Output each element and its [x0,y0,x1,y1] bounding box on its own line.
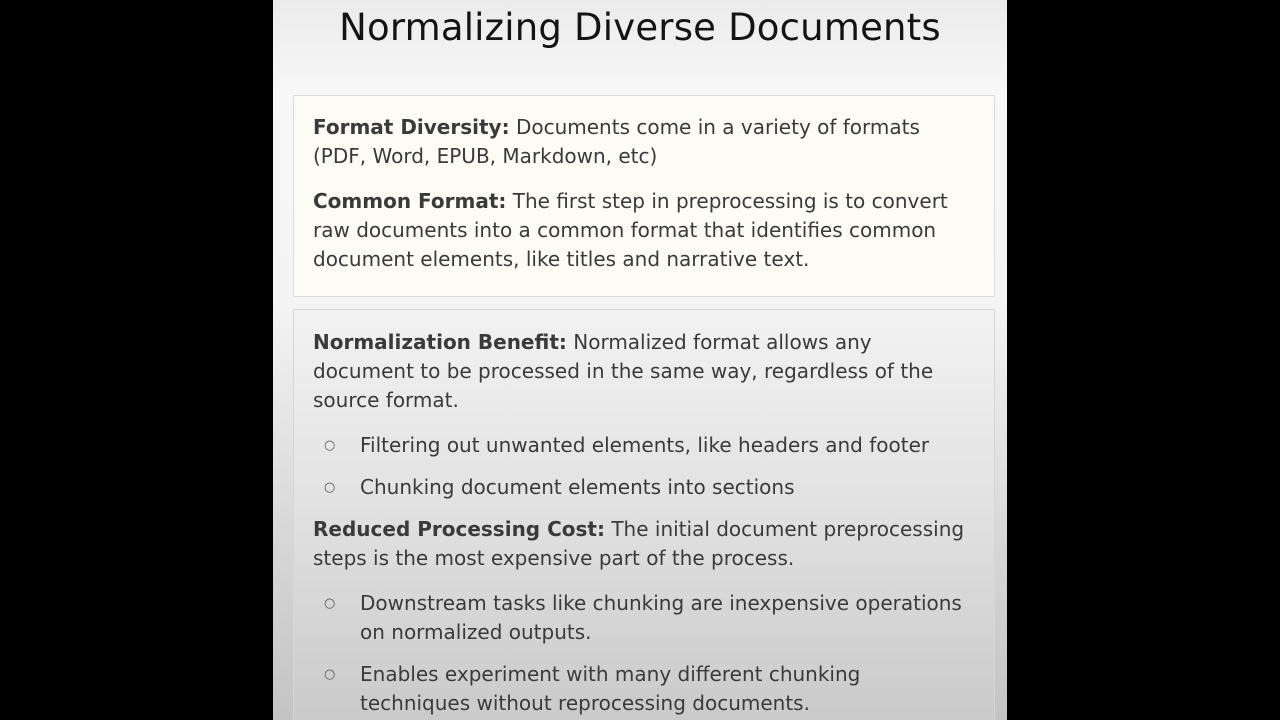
list-item-text: Chunking document elements into sections [360,475,795,499]
benefits-card [293,309,995,720]
format-diversity-text: Documents come in a variety of formats (PDF, Word, EPUB, Markdown, etc) [313,115,920,168]
normalization-benefit-text: Normalized format allows any document to be processed in the same way, regardless of the source format. [313,330,934,412]
list-item-text: Downstream tasks like chunking are inexpensive operations on normalized outputs. [360,591,962,644]
list-item [313,660,976,718]
list-item-text: Enables experiment with many different chunking techniques without reprocessing documents. [360,662,861,715]
normalization-benefit-paragraph [313,328,976,415]
reduced-cost-text: The initial document preprocessing steps is the most expensive part of the process. [313,517,965,570]
common-format-paragraph [313,187,976,274]
circle-bullet-icon: ○ [324,596,336,611]
reduced-cost-label: Reduced Processing Cost: [313,517,605,541]
reduced-cost-list [313,589,976,718]
common-format-text: The first step in preprocessing is to convert raw documents into a common format that identifies common document elements, like titles and narrative text. [313,189,948,271]
circle-bullet-icon: ○ [324,480,336,495]
list-item-text: Filtering out unwanted elements, like headers and footer [360,433,930,457]
common-format-label: Common Format: [313,189,507,213]
circle-bullet-icon: ○ [324,667,336,682]
format-diversity-paragraph [313,113,976,171]
format-diversity-label: Format Diversity: [313,115,510,139]
list-item [313,431,976,460]
intro-card [293,95,995,297]
normalization-benefit-list [313,431,976,502]
circle-bullet-icon: ○ [324,438,336,453]
normalization-benefit-label: Normalization Benefit: [313,330,567,354]
list-item [313,589,976,647]
list-item [313,473,976,502]
reduced-cost-paragraph [313,515,976,573]
slide-title: Normalizing Diverse Documents [339,6,941,49]
slide [273,0,1007,720]
